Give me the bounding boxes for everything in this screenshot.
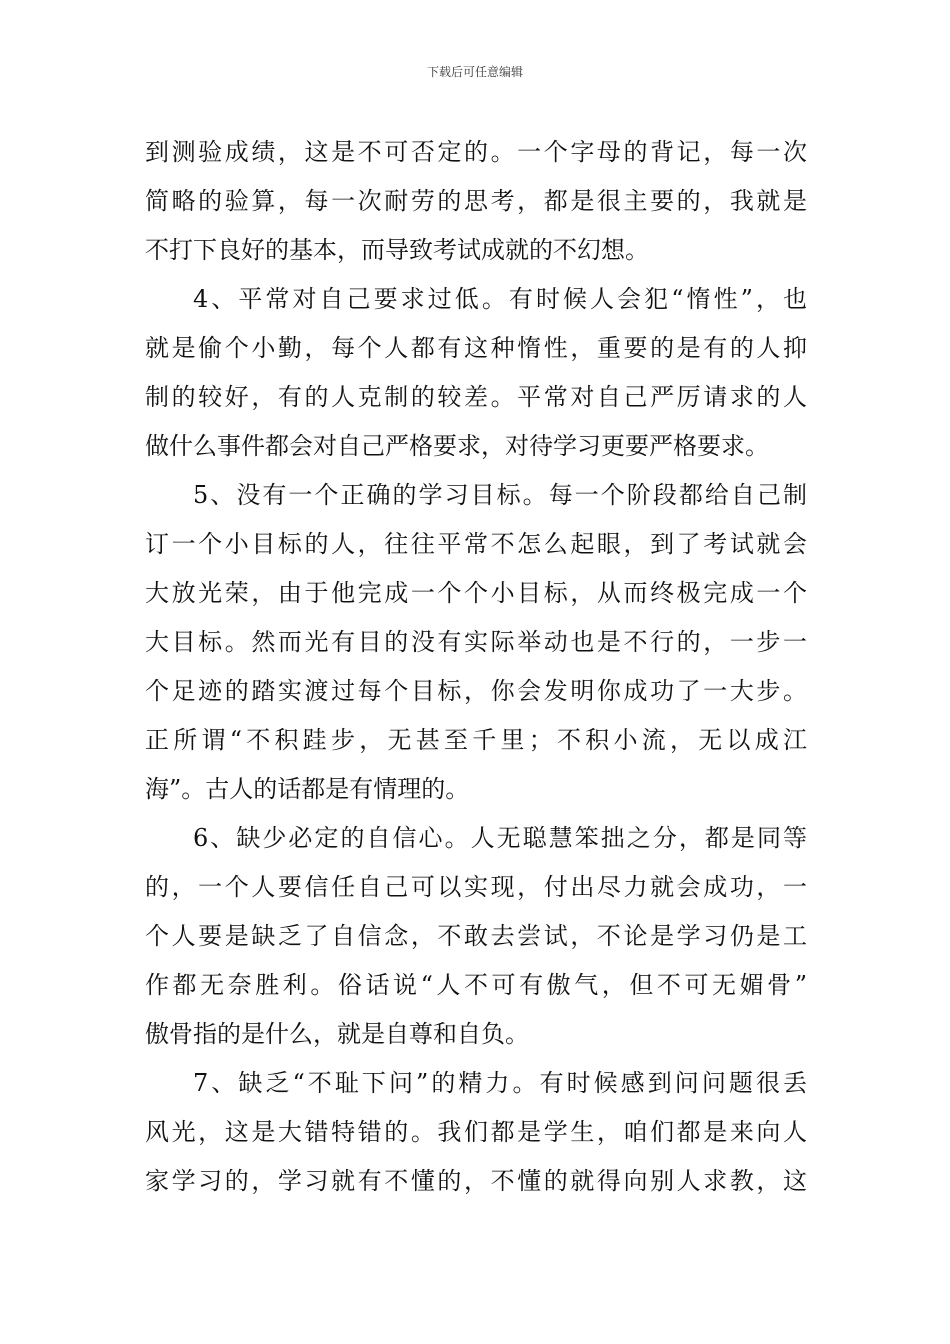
text-line: 个足迹的踏实渡过每个目标，你会发明你成功了一大步。 [145,677,807,705]
text-line: 风光，这是大错特错的。我们都是学生，咱们都是来向人 [145,1118,807,1146]
text-line: 傲骨指的是什么，就是自尊和自负。 [145,1020,529,1048]
text-line: 海”。古人的话都是有情理的。 [145,775,470,803]
text-line: 个人要是缺乏了自信念，不敢去尝试，不论是学习仍是工 [145,922,807,950]
text-line: 4、平常对自己要求过低。有时候人会犯“惰性”，也 [193,285,807,313]
text-line: 制的较好，有的人克制的较差。平常对自己严厉请求的人 [145,383,807,411]
text-line: 7、缺乏“不耻下问”的精力。有时候感到问问题很丢 [193,1069,807,1097]
text-line: 家学习的，学习就有不懂的，不懂的就得向别人求教，这 [145,1167,807,1195]
text-line: 做什么事件都会对自己严格要求，对待学习更要严格要求。 [145,432,769,460]
text-line: 大目标。然而光有目的没有实际举动也是不行的，一步一 [145,628,807,656]
text-line: 6、缺少必定的自信心。人无聪慧笨拙之分，都是同等 [193,824,807,852]
text-line: 的，一个人要信任自己可以实现，付出尽力就会成功，一 [145,873,807,901]
text-line: 作都无奈胜利。俗话说“人不可有傲气，但不可无媚骨” [145,971,807,999]
page-header: 下载后可任意编辑 [426,65,523,79]
text-line: 订一个小目标的人，往往平常不怎么起眼，到了考试就会 [145,530,807,558]
text-line: 正所谓“不积跬步，无甚至千里；不积小流，无以成江 [145,726,807,754]
text-line: 5、没有一个正确的学习目标。每一个阶段都给自己制 [193,481,807,509]
text-line: 简略的验算，每一次耐劳的思考，都是很主要的，我就是 [145,187,807,215]
document-body [145,128,807,1206]
text-line: 不打下良好的基本，而导致考试成就的不幻想。 [145,236,649,264]
text-line: 到测验成绩，这是不可否定的。一个字母的背记，每一次 [145,138,807,166]
text-line: 大放光荣，由于他完成一个个小目标，从而终极完成一个 [145,579,807,607]
text-line: 就是偷个小勤，每个人都有这种惰性，重要的是有的人抑 [145,334,807,362]
